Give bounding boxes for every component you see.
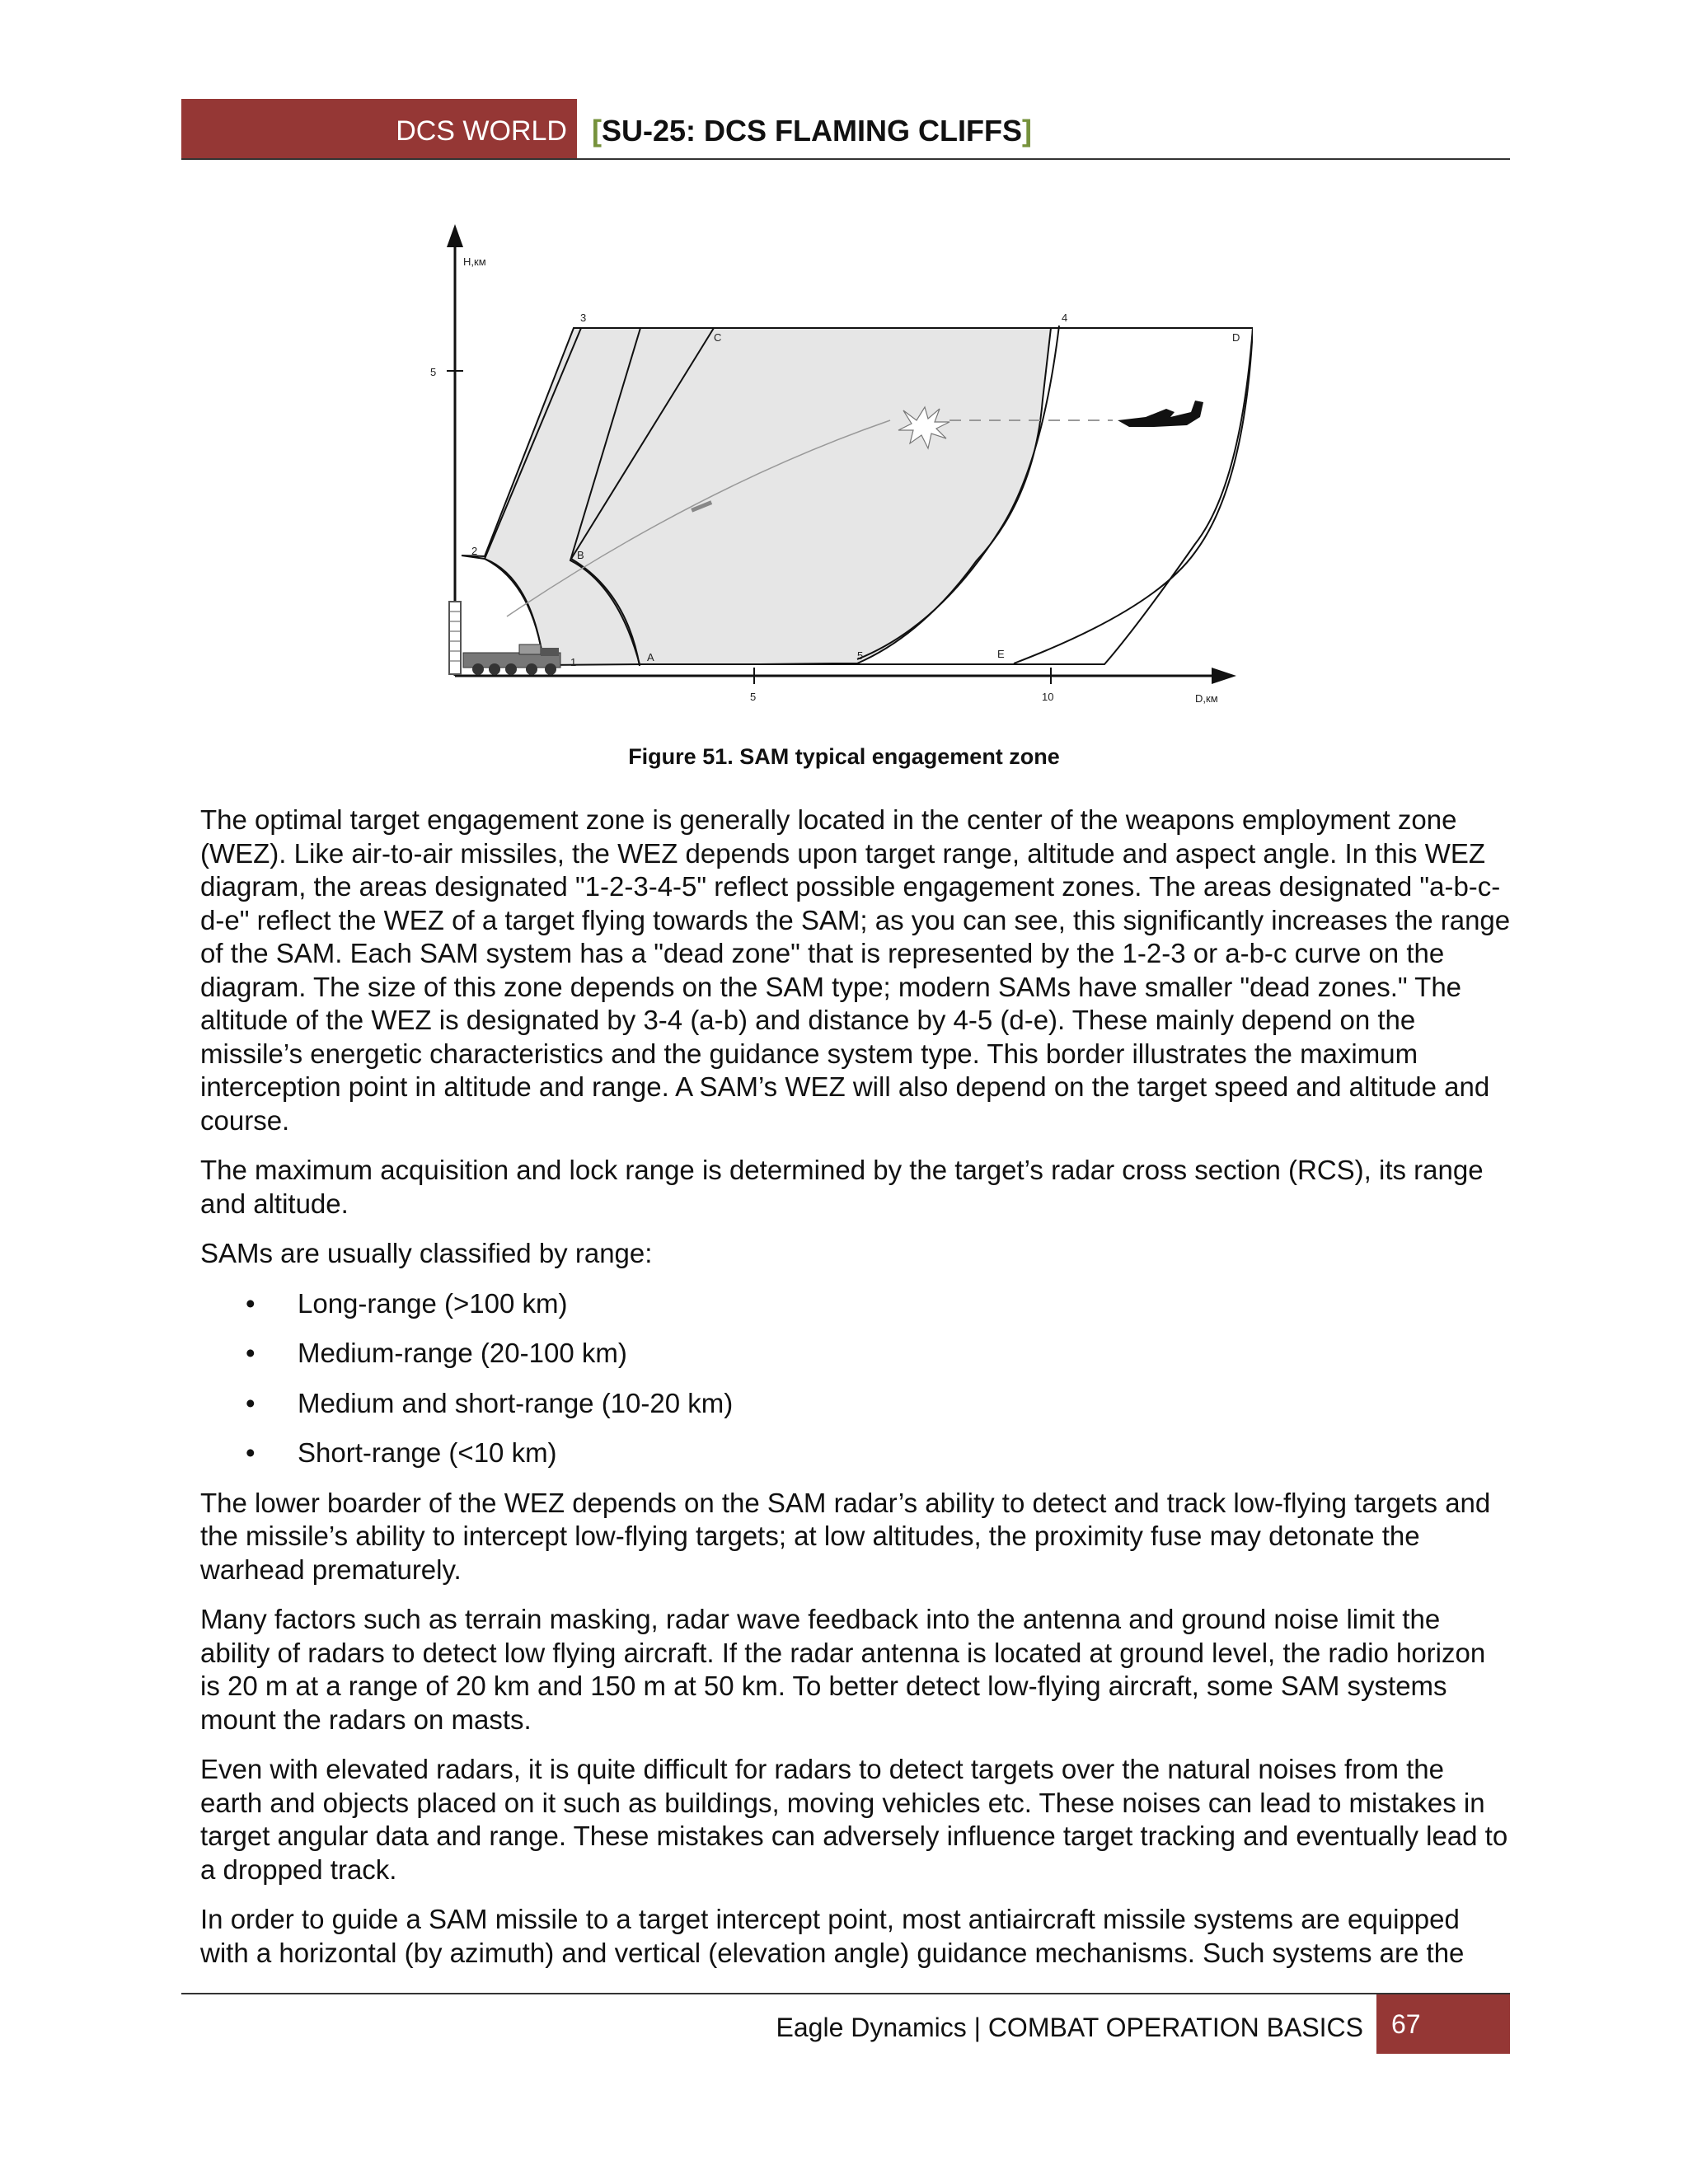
point-label-b: B	[577, 549, 584, 561]
footer-divider	[181, 1993, 1510, 1994]
y-axis-label: H,км	[463, 255, 486, 268]
list-item	[200, 1287, 1511, 1321]
body-content	[200, 804, 1511, 1986]
sam-launcher-vehicle-icon	[463, 644, 560, 675]
x-tick-label-5: 5	[750, 691, 757, 703]
radar-mast-icon	[449, 602, 461, 674]
paragraph-elevated-radars: Even with elevated radars, it is quite difficult for radars to detect targets over the natural noises from the earth and objects placed on it such as buildings, moving vehicles etc. These noises can lead to mistakes in target angular data and range. These mistakes can adversely influence target tracking and eventually lead to a dropped track.	[200, 1754, 1508, 1885]
header-bracket-close: ]	[1022, 114, 1032, 148]
point-label-4: 4	[1062, 312, 1068, 324]
header-divider	[181, 158, 1510, 160]
footer-label: Eagle Dynamics | COMBAT OPERATION BASICS	[776, 2013, 1363, 2042]
point-label-3: 3	[580, 312, 587, 324]
list-item-text: Short-range (<10 km)	[298, 1437, 557, 1468]
bullet-icon: •	[246, 1338, 256, 1368]
header-product-label: DCS WORLD	[396, 115, 567, 147]
sam-range-list	[200, 1287, 1511, 1470]
list-item	[200, 1337, 1511, 1371]
bullet-icon: •	[246, 1387, 256, 1418]
list-item	[200, 1387, 1511, 1421]
engagement-zone-diagram	[429, 214, 1253, 725]
x-axis-label: D,км	[1195, 692, 1218, 705]
paragraph-acquisition-range: The maximum acquisition and lock range is determined by the target’s radar cross section (RCS), its range and altitude.	[200, 1155, 1484, 1219]
point-label-1: 1	[570, 656, 577, 668]
list-item-text: Medium and short-range (10-20 km)	[298, 1387, 734, 1418]
point-label-d: D	[1232, 331, 1240, 344]
header-bracket-open: [	[592, 114, 602, 148]
point-label-5: 5	[857, 649, 864, 662]
paragraph-optimal-engagement: The optimal target engagement zone is generally located in the center of the weapons employment zone (WEZ). Like air-to-air missiles, the WEZ depends upon target range, altitude and aspect angle. In this WEZ diagram, the areas designated "1-2-3-4-5" reflect possible engagement zones. The areas designated "a-b-c-d-e" reflect the WEZ of a target flying towards the SAM; as you can see, this significantly increases the range of the SAM. Each SAM system has a "dead zone" that is represented by the 1-2-3 or a-b-c curve on the diagram. The size of this zone depends on the SAM type; modern SAMs have smaller "dead zones." The altitude of the WEZ is designated by 3-4 (a-b) and distance by 4-5 (d-e). These mainly depend on the missile’s energetic characteristics and the guidance system type. This border illustrates the maximum interception point in altitude and range. A SAM’s WEZ will also depend on the target speed and altitude and course.	[200, 804, 1511, 1136]
list-item-text: Long-range (>100 km)	[298, 1287, 568, 1319]
figure-caption: Figure 51. SAM typical engagement zone	[628, 744, 1060, 769]
paragraph-guidance-mechanisms: In order to guide a SAM missile to a target intercept point, most antiaircraft missile systems are equipped with a horizontal (by azimuth) and vertical (elevation angle) guidance mechanisms. Such systems are the	[200, 1904, 1465, 1968]
list-item-text: Medium-range (20-100 km)	[298, 1338, 627, 1368]
header-title	[592, 99, 1032, 158]
point-label-2: 2	[471, 545, 478, 557]
page-number: 67	[1376, 1994, 1510, 2054]
header-title-text: SU-25: DCS FLAMING CLIFFS	[602, 114, 1022, 148]
x-tick-label-10: 10	[1042, 691, 1054, 703]
paragraph-terrain-masking: Many factors such as terrain masking, radar wave feedback into the antenna and ground noise limit the ability of radars to detect low flying aircraft. If the radar antenna is located at ground level, the radio horizon is 20 m at a range of 20 km and 150 m at 50 km. To better detect low-flying aircraft, some SAM systems mount the radars on masts.	[200, 1604, 1486, 1735]
point-label-a: A	[647, 651, 654, 663]
zone-1-2-3-4-5	[462, 328, 1051, 665]
y-tick-label: 5	[430, 366, 437, 378]
bullet-icon: •	[246, 1287, 256, 1319]
target-aircraft-icon	[1118, 401, 1203, 427]
paragraph-lower-border: The lower boarder of the WEZ depends on the SAM radar’s ability to detect and track low-flying targets and the missile’s ability to intercept low-flying targets; at low altitudes, the proximity fuse may detonate the warhead prematurely.	[200, 1487, 1491, 1585]
point-label-e: E	[997, 648, 1005, 660]
point-label-c: C	[714, 331, 722, 344]
y-axis-arrow	[447, 224, 463, 247]
x-axis-arrow	[1212, 668, 1236, 684]
paragraph-classification-intro: SAMs are usually classified by range:	[200, 1238, 653, 1268]
boundary-d-e	[1014, 328, 1253, 663]
bullet-icon: •	[246, 1437, 256, 1468]
list-item	[200, 1436, 1511, 1470]
